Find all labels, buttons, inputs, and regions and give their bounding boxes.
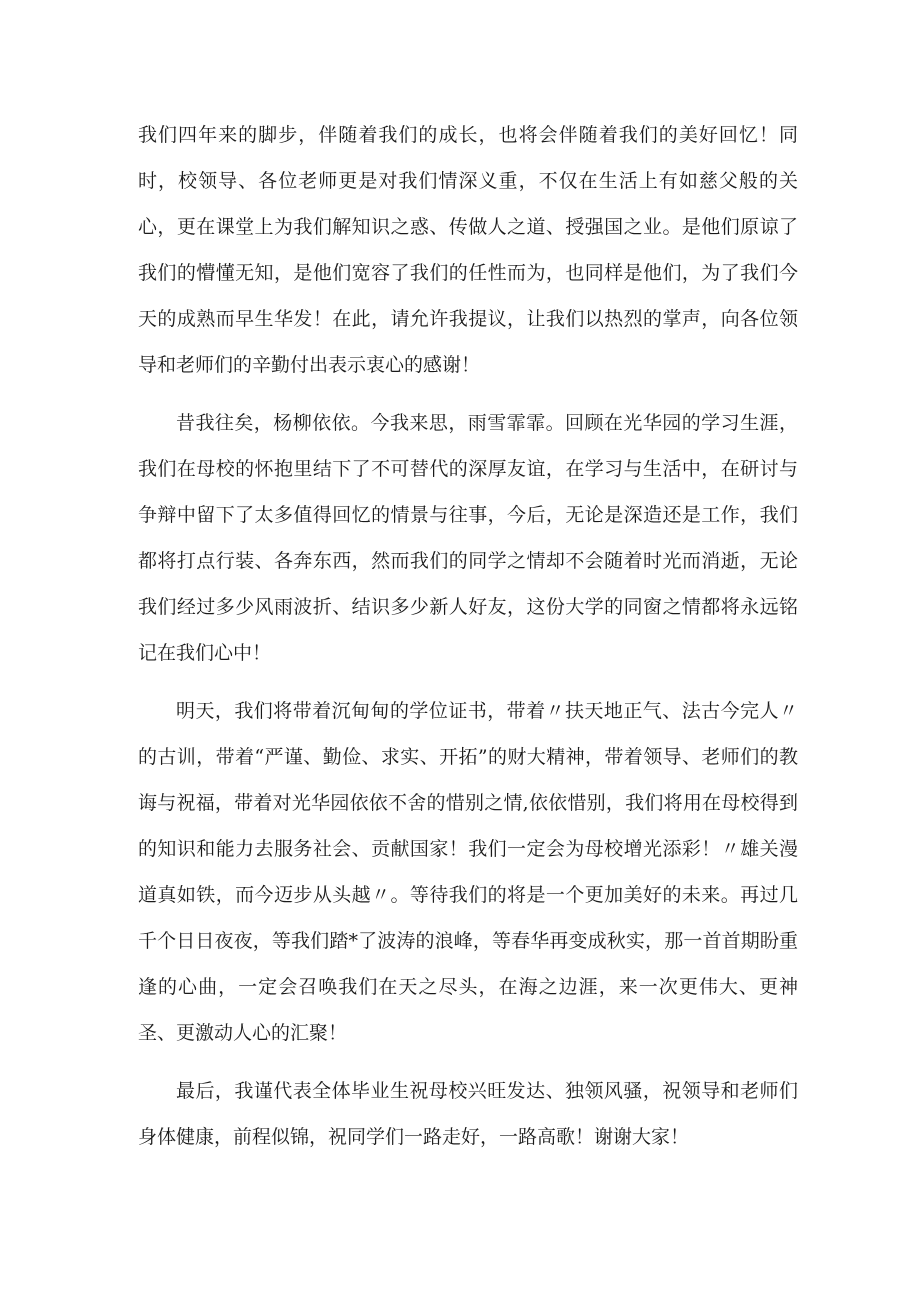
paragraph-2: 昔我往矣，杨柳依依。今我来思，雨雪霏霏。回顾在光华园的学习生涯，我们在母校的怀抱里结下了不可替代的深厚友谊，在学习与生活中，在研讨与争辩中留下了太多值得回忆的情景与往事，今后，无论是深造还是工作，我们都将打点行装、各奔东西，然而我们的同学之情却不会随着时光而消逝，无论我们经过多少风雨波折、结识多少新人好友，这份大学的同窗之情都将永远铭记在我们心中！ bbox=[138, 412, 798, 664]
paragraph-3: 明天，我们将带着沉甸甸的学位证书，带着〃扶天地正气、法古今完人〃的古训，带着“严谨、勤俭、求实、开拓”的财大精神，带着领导、老师们的教诲与祝福，带着对光华园依依不舍的惜别之情,依依惜别，我们将用在母校得到的知识和能力去服务社会、贡献国家！我们一定会为母校增光添彩！〃雄关漫道真如铁，而今迈步从头越〃。等待我们的将是一个更加美好的未来。再过几千个日日夜夜，等我们踏*了波涛的浪峰，等春华再变成秋实，那一首首期盼重逢的心曲，一定会召唤我们在天之尽头，在海之边涯，来一次更伟大、更神圣、更激动人心的汇聚！ bbox=[138, 700, 798, 1044]
paragraph-1: 我们四年来的脚步，伴随着我们的成长，也将会伴随着我们的美好回忆！同时，校领导、各位老师更是对我们情深义重，不仅在生活上有如慈父般的关心，更在课堂上为我们解知识之惑、传做人之道、授强国之业。是他们原谅了我们的懵懂无知，是他们宽容了我们的任性而为，也同样是他们，为了我们今天的成熟而早生华发！在此，请允许我提议，让我们以热烈的掌声，向各位领导和老师们的辛勤付出表示衷心的感谢！ bbox=[138, 124, 798, 376]
document-body bbox=[138, 112, 798, 1172]
paragraph-4: 最后，我谨代表全体毕业生祝母校兴旺发达、独领风骚，祝领导和老师们身体健康，前程似锦，祝同学们一路走好，一路高歌！谢谢大家！ bbox=[138, 1080, 798, 1148]
